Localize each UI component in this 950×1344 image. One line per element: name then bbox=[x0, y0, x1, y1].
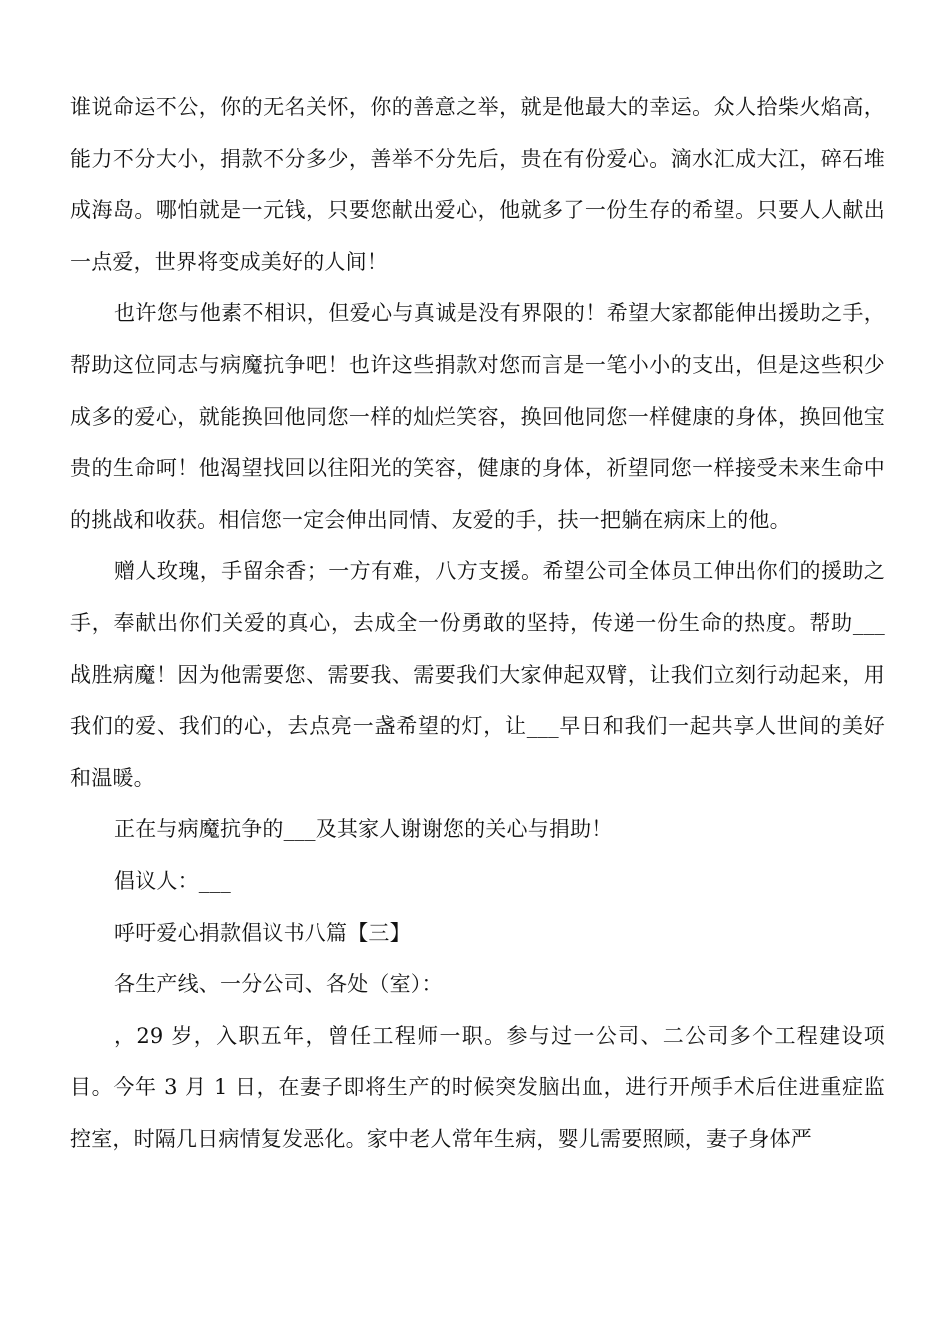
paragraph-fortune: 谁说命运不公，你的无名关怀，你的善意之举，就是他最大的幸运。众人拾柴火焰高，能力不分大小，捐款不分多少，善举不分先后，贵在有份爱心。滴水汇成大江，碎石堆成海岛。哪怕就是一元钱，只要您献出爱心，他就多了一份生存的希望。只要人人献出一点爱，世界将变成美好的人间！ bbox=[70, 95, 885, 274]
paragraph-love-no-borders: 也许您与他素不相识，但爱心与真诚是没有界限的！希望大家都能伸出援助之手，帮助这位同志与病魔抗争吧！也许这些捐款对您而言是一笔小小的支出，但是这些积少成多的爱心，就能换回他同您一样的灿烂笑容，换回他同您一样健康的身体，换回他宝贵的生命呵！他渴望找回以往阳光的笑容，健康的身体，祈望同您一样接受未来生命中的挑战和收获。相信您一定会伸出同情、友爱的手，扶一把躺在病床上的他。 bbox=[70, 301, 885, 532]
paragraph-case-description: ，29 岁，入职五年，曾任工程师一职。参与过一公司、二公司多个工程建设项目。今年 3 月 1 日，在妻子即将生产的时候突发脑出血，进行开颅手术后住进重症监控室，时隔几日病情复发恶化。家中老人常年生病，婴儿需要照顾，妻子身体严 bbox=[70, 1023, 885, 1151]
paragraph-thanks: 正在与病魔抗争的___及其家人谢谢您的关心与捐助！ bbox=[114, 817, 613, 842]
document-page bbox=[70, 82, 885, 1165]
paragraph-roses: 赠人玫瑰，手留余香；一方有难，八方支援。希望公司全体员工伸出你们的援助之手，奉献出你们关爱的真心，去成全一份勇敢的坚持，传递一份生命的热度。帮助___战胜病魔！因为他需要您、需要我、需要我们大家伸起双臂，让我们立刻行动起来，用我们的爱、我们的心，去点亮一盏希望的灯，让___早日和我们一起共享人世间的美好和温暖。 bbox=[70, 559, 885, 790]
initiator-line: 倡议人：___ bbox=[114, 868, 231, 893]
salutation: 各生产线、一分公司、各处（室）： bbox=[114, 972, 443, 997]
section-heading: 呼吁爱心捐款倡议书八篇【三】 bbox=[114, 920, 411, 945]
